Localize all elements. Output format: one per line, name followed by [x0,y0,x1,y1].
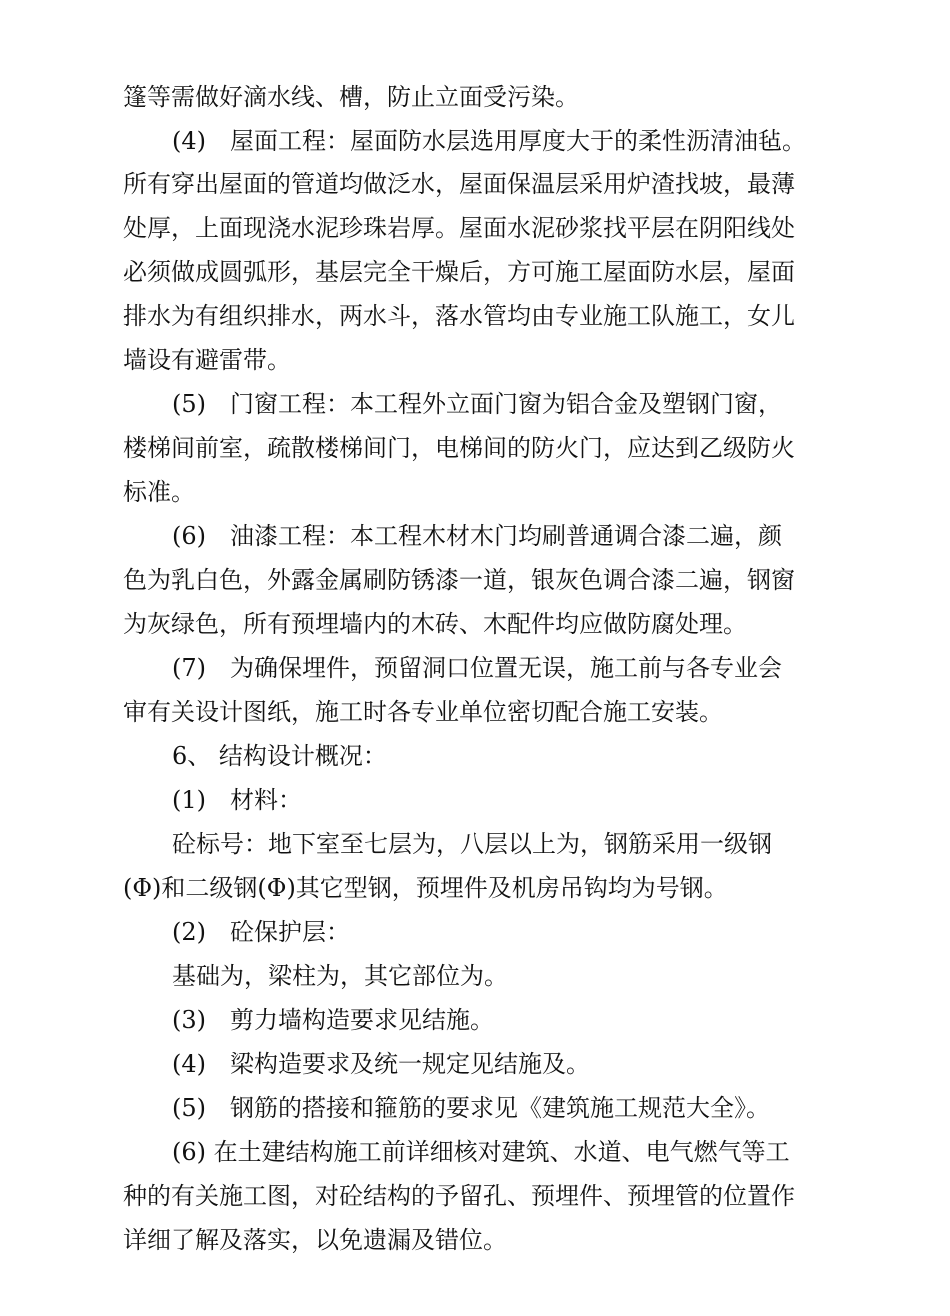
text-line: 详细了解及落实，以免遗漏及错位。 [123,1226,507,1254]
text-line: 墙设有避雷带。 [123,346,291,374]
text-line: 所有穿出屋面的管道均做泛水，屋面保温层采用炉渣找坡，最薄 [123,170,795,198]
text-line: 审有关设计图纸，施工时各专业单位密切配合施工安装。 [123,698,723,726]
text-line: 基础为，梁柱为，其它部位为。 [172,962,508,990]
text-line: (7) 为确保埋件，预留洞口位置无误，施工前与各专业会 [172,654,782,682]
text-line: (5) 钢筋的搭接和箍筋的要求见《建筑施工规范大全》。 [172,1094,770,1122]
text-line: 6、 结构设计概况： [172,742,387,770]
text-line: (4) 屋面工程：屋面防水层选用厚度大于的柔性沥清油毡。 [172,127,806,155]
text-line: 标准。 [123,478,195,506]
text-line: 处厚，上面现浇水泥珍珠岩厚。屋面水泥砂浆找平层在阴阳线处 [123,214,795,242]
text-line: 篷等需做好滴水线、槽，防止立面受污染。 [123,83,579,111]
text-line: (4) 梁构造要求及统一规定见结施及。 [172,1050,590,1078]
text-line: (Φ)和二级钢(Φ)其它型钢，预埋件及机房吊钩均为号钢。 [123,874,728,902]
text-line: (2) 砼保护层： [172,918,350,946]
text-line: 必须做成圆弧形，基层完全干燥后，方可施工屋面防水层，屋面 [123,258,795,286]
text-line: (1) 材料： [172,786,302,814]
text-line: 种的有关施工图，对砼结构的予留孔、预埋件、预埋管的位置作 [123,1182,795,1210]
text-line: 排水为有组织排水，两水斗，落水管均由专业施工队施工，女儿 [123,302,795,330]
text-line: 色为乳白色，外露金属刷防锈漆一道，银灰色调合漆二遍，钢窗 [123,566,795,594]
text-line: 楼梯间前室，疏散楼梯间门，电梯间的防火门，应达到乙级防火 [123,434,795,462]
text-line: (6) 油漆工程：本工程木材木门均刷普通调合漆二遍，颜 [172,522,782,550]
text-line: (5) 门窗工程：本工程外立面门窗为铝合金及塑钢门窗， [172,390,782,418]
text-line: 为灰绿色，所有预埋墙内的木砖、木配件均应做防腐处理。 [123,610,747,638]
text-line: 砼标号：地下室至七层为，八层以上为，钢筋采用一级钢 [172,830,772,858]
text-line: (6) 在土建结构施工前详细核对建筑、水道、电气燃气等工 [172,1138,790,1166]
text-line: (3) 剪力墙构造要求见结施。 [172,1006,494,1034]
